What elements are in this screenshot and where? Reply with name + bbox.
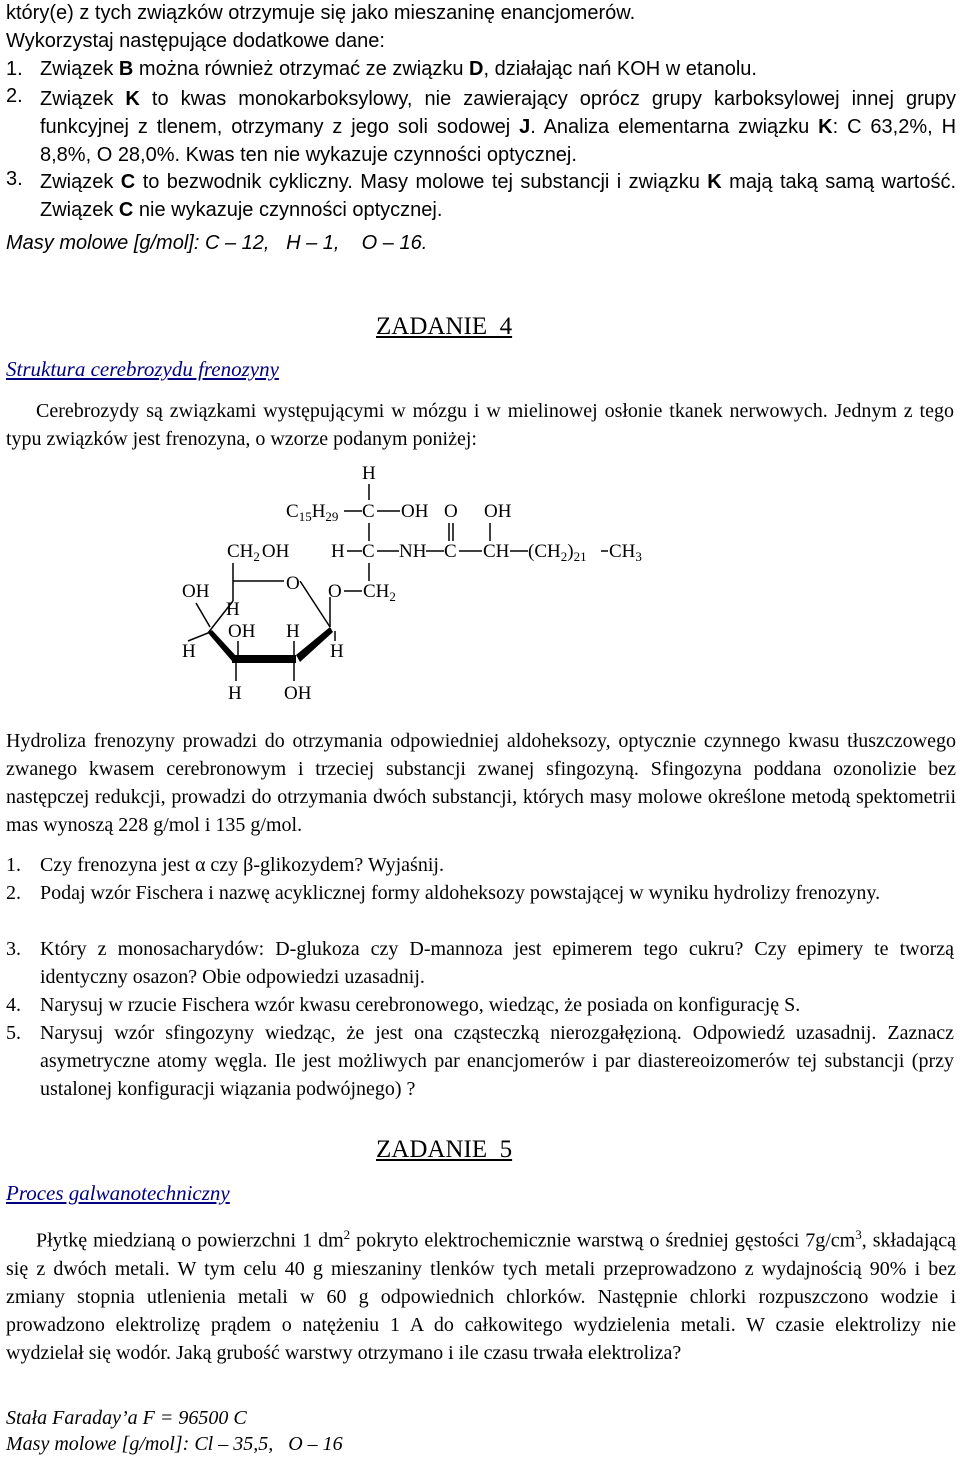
question-text: Który z monosacharydów: D-glukoza czy D-mannoza jest epimerem tego cukru? Czy epimery te tworzą identyczny osazon? Obie odpowiedzi uzasadnij. xyxy=(40,938,954,988)
question-text: Czy frenozyna jest α czy β-glikozydem? Wyjaśnij. xyxy=(40,854,444,876)
previous-task-text xyxy=(6,2,956,58)
atom-label: H xyxy=(362,463,376,484)
atom-label: H xyxy=(330,641,344,662)
question-item xyxy=(0,879,960,935)
molar-masses: Masy molowe [g/mol]: Cl – 35,5, O – 16 xyxy=(6,1433,343,1455)
question-number: 4. xyxy=(6,994,21,1016)
atom-label: O xyxy=(286,573,300,594)
molar-masses: Masy molowe [g/mol]: C – 12, H – 1, O – 16. xyxy=(6,232,428,254)
task-heading: ZADANIE 5 xyxy=(376,1136,513,1163)
atom-label: O xyxy=(444,501,458,522)
data-item-3 xyxy=(6,168,956,224)
question-item xyxy=(0,1019,960,1103)
atom-label: O xyxy=(328,581,342,602)
data-item-2 xyxy=(6,85,956,169)
question-item xyxy=(0,851,960,879)
atom-label: OH xyxy=(401,501,429,522)
question-text: Narysuj wzór sfingozyny wiedząc, że jest ona cząsteczką nierozgałęzioną. Odpowiedź uzasadnij. Zaznacz asymetryczne atomy węgla. Ile jest możliwych par enancjomerów i par diastereoizomerów tej substancji (przy ustalonej konfiguracji wiązania podwójnego) ? xyxy=(40,1022,954,1100)
atom-label: C xyxy=(362,541,375,562)
atom-label: $C_{15}H_{29}$ xyxy=(286,501,339,524)
faraday-constant: Stała Faraday’a F = 96500 C xyxy=(6,1407,247,1429)
text-line: Wykorzystaj następujące dodatkowe dane: xyxy=(6,30,385,52)
text-line: który(e) z tych związków otrzymuje się jako mieszaninę enancjomerów. xyxy=(6,2,636,24)
question-list xyxy=(0,851,960,1103)
atom-label: OH xyxy=(182,581,210,602)
galvano-paragraph: Płytkę miedzianą o powierzchni 1 $dm^2$ pokryto elektrochemicznie warstwą o średniej gęstości $7g/cm^3$, składającą się z dwóch metali. W tym celu 40 g mieszaniny tlenków tych metali przeprowadzono z wydajnością 90% i bez zmiany stopnia utlenienia metali w 60 g odpowiednich chlorków. Następnie chlorki rozpuszczono wodzie i prowadzono elektrolizę prądem o natężeniu 1 A do całkowitego wydzielenia metali. W czasie elektrolizy nie wydzielał się wodór. Jaką grubość warstwy otrzymano i ile czasu trwała elektroliza? xyxy=(6,1227,957,1364)
question-number: 5. xyxy=(6,1022,21,1044)
atom-label: H xyxy=(286,621,300,642)
item-number: 3. xyxy=(6,168,23,190)
question-text: Podaj wzór Fischera i nazwę acyklicznej formy aldoheksozy powstającej w wyniku hydrolizy frenozyny. xyxy=(40,882,881,904)
frenozyna-structure xyxy=(0,455,960,705)
section-title: Struktura cerebrozydu frenozyny xyxy=(6,357,279,381)
atom-label: C xyxy=(444,541,457,562)
atom-label: H xyxy=(182,641,196,662)
item-number: 2. xyxy=(6,85,23,107)
section-title: Proces galwanotechniczny xyxy=(6,1181,230,1205)
item-number: 1. xyxy=(6,58,23,80)
hydrolysis-paragraph: Hydroliza frenozyny prowadzi do otrzymania odpowiedniej aldoheksozy, optycznie czynnego kwasu tłuszczowego zwanego kwasem cerebronowym i trzeciej substancji zwanej sfingozyną. Sfingozyna poddana ozonolizie bez następczej redukcji, prowadzi do otrzymania dwóch substancji, których masy molowe określone metodą spektometrii mas wynoszą 228 g/mol i 135 g/mol. xyxy=(6,730,956,836)
question-text: Narysuj w rzucie Fischera wzór kwasu cerebronowego, wiedząc, że posiada on konfigurację S. xyxy=(40,994,801,1016)
atom-label: $CH_3$ xyxy=(609,541,642,564)
atom-label: CH xyxy=(483,541,510,562)
task-heading: ZADANIE 4 xyxy=(376,313,513,340)
intro-paragraph: Cerebrozydy są związkami występującymi w mózgu i w mielinowej osłonie tkanek nerwowych. Jednym z tego typu związków jest frenozyna, o wzorze podanym poniżej: xyxy=(6,400,954,450)
atom-label: OH xyxy=(228,621,256,642)
atom-label: $(CH_2)_{21}$ xyxy=(528,541,587,564)
data-item-1 xyxy=(6,58,956,86)
question-item xyxy=(0,935,960,991)
question-item xyxy=(0,991,960,1019)
item-text: Związek K to kwas monokarboksylowy, nie zawierający oprócz grupy karboksylowej innej grupy funkcyjnej z tlenem, otrzymany z jego soli sodowej J. Analiza elementarna związku K: C 63,2%, H 8,8%, O 28,0%. Kwas ten nie wykazuje czynności optycznej. xyxy=(40,88,957,166)
atom-label: H xyxy=(228,683,242,704)
atom-label: $CH_2$ xyxy=(363,581,396,604)
atom-label: $CH_2$ OH xyxy=(227,541,290,564)
question-number: 2. xyxy=(6,882,21,904)
atom-label: C xyxy=(362,501,375,522)
atom-label: H xyxy=(226,599,240,620)
item-text: Związek C to bezwodnik cykliczny. Masy molowe tej substancji i związku K mają taką samą wartość. Związek C nie wykazuje czynności optycznej. xyxy=(40,171,957,221)
question-number: 3. xyxy=(6,938,21,960)
atom-label: H xyxy=(331,541,345,562)
atom-label: OH xyxy=(484,501,512,522)
question-number: 1. xyxy=(6,854,21,876)
atom-label: OH xyxy=(284,683,312,704)
atom-label: NH xyxy=(399,541,427,562)
item-text: Związek B można również otrzymać ze związku D, działając nań KOH w etanolu. xyxy=(40,58,757,80)
